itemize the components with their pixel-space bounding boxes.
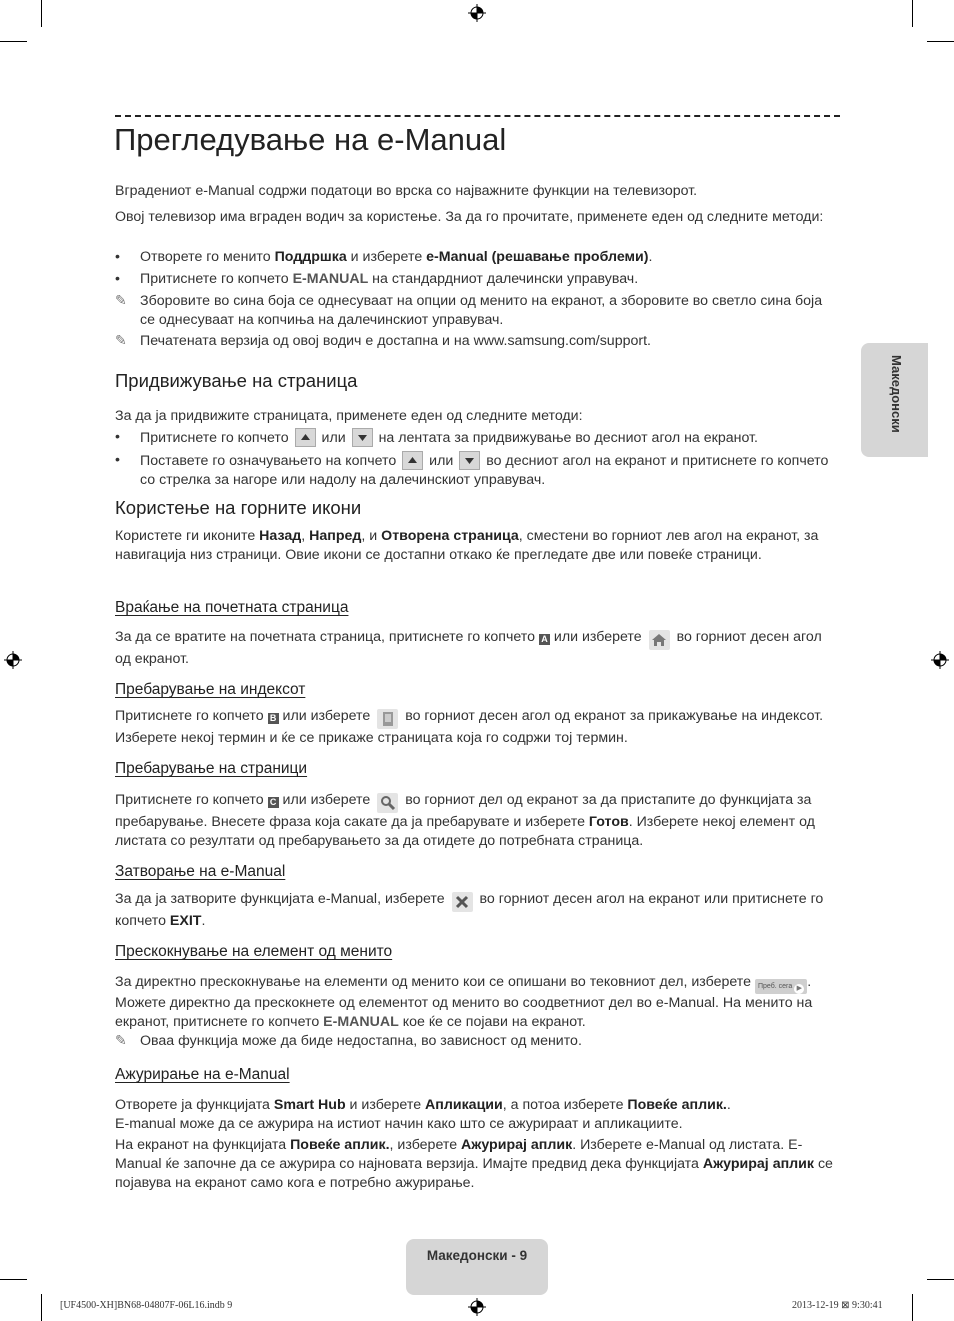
close-icon bbox=[452, 892, 473, 912]
page-number-tab: Македонски - 9 bbox=[406, 1239, 548, 1295]
crop-mark bbox=[41, 0, 42, 27]
registration-mark-icon bbox=[468, 4, 486, 22]
b-key-icon: B bbox=[268, 713, 279, 724]
intro-paragraph: Вградениот e-Manual содржи податоци во врска со најважните функции на телевизорот. bbox=[115, 183, 698, 199]
subsection-heading: Ажурирање на e-Manual bbox=[115, 1066, 290, 1083]
language-side-tab: Македонски bbox=[861, 343, 928, 457]
registration-mark-icon bbox=[931, 651, 949, 669]
crop-mark bbox=[927, 41, 954, 42]
section-paragraph: Користете ги иконите Назад, Напред, и Отворена страница, сместени во горниот лев агол на екранот, за навигација низ страници. Овие икони се достапни откако ќе прегледате две или повеќе страници. bbox=[115, 528, 819, 563]
bullet: • bbox=[115, 271, 120, 287]
crop-mark bbox=[0, 1279, 27, 1280]
section-heading: Придвижување на страница bbox=[115, 370, 358, 391]
subsection-heading: Пребарување на индексот bbox=[115, 681, 306, 698]
registration-mark-icon bbox=[4, 651, 22, 669]
bullet: • bbox=[115, 249, 120, 265]
subsection-heading: Пребарување на страници bbox=[115, 760, 308, 777]
c-key-icon: C bbox=[268, 797, 279, 808]
note-icon: ✎ bbox=[115, 333, 127, 349]
crop-mark bbox=[0, 41, 27, 42]
crop-mark bbox=[912, 0, 913, 27]
page-title: Прегледување на e-Manual bbox=[114, 122, 507, 157]
note-item: ✎ Оваа функција може да биде недостапна, во зависност од менито. bbox=[115, 1033, 582, 1049]
note-icon: ✎ bbox=[115, 293, 127, 309]
list-item: • Отворете го менито Поддршка и изберете e-Manual (решавање проблеми). bbox=[115, 249, 653, 265]
subsection-paragraph: Отворете ја функцијата Smart Hub и изберете Апликации, а потоа изберете Повеќе аплик.. E-manual може да се ажурира на истиот начин како што се ажурираат и апликациите. bbox=[115, 1097, 731, 1132]
file-info: [UF4500-XH]BN68-04807F-06L16.indb 9 bbox=[60, 1300, 233, 1311]
crop-mark bbox=[912, 1294, 913, 1321]
subsection-paragraph: Притиснете го копчето C или изберете во горниот дел од екранот за да пристапите до функцијата за пребарување. Внесете фраза која сакате да ја пребарувате и изберете Готов. Изберете некој елемент од листата со резултати од пребарувањето за да отидете до потребната страница. bbox=[115, 792, 815, 849]
section-intro: За да ја придвижите страницата, применете еден од следните методи: bbox=[115, 408, 583, 424]
registration-mark-icon bbox=[468, 1298, 486, 1316]
search-icon bbox=[377, 793, 398, 813]
home-icon bbox=[649, 630, 670, 650]
list-item: • Поставете го означувањето на копчето или во десниот агол на екранот и притиснете го копчето со стрелка за нагоре или надолу на далечинскиот управувач. bbox=[115, 452, 829, 488]
down-arrow-icon bbox=[352, 428, 373, 447]
note-icon: ✎ bbox=[115, 1033, 127, 1049]
play-icon: ▶ bbox=[794, 984, 804, 994]
index-icon bbox=[377, 709, 398, 729]
subsection-paragraph: За директно прескокнување на елементи од менито кои се опишани во тековниот дел, изберете Преб. сега ▶ . Можете директно да прескокнете од елементот од менито во соодветниот дел во e-Manual. На менито на екранот, притиснете го копчето E-MANUAL кое ќе се појави на екранот. bbox=[115, 974, 813, 1030]
note-item: ✎ Зборовите во сина боја се однесуваат на опции од менито на екранот, а зборовите во светло сина боја се однесуваат на копчиња на далечинскиот управувач. bbox=[115, 293, 823, 328]
title-rule bbox=[115, 115, 840, 117]
subsection-heading: Затворање на e-Manual bbox=[115, 863, 286, 880]
intro-paragraph: Овој телевизор има вграден водич за користење. За да го прочитате, применете еден од следните методи: bbox=[115, 209, 824, 225]
note-item: ✎ Печатената верзија од овој водич е достапна и на www.samsung.com/support. bbox=[115, 333, 651, 349]
subsection-heading: Прескокнување на елемент од менито bbox=[115, 943, 393, 960]
section-heading: Користење на горните икони bbox=[115, 497, 362, 518]
crop-mark bbox=[927, 1279, 954, 1280]
down-arrow-icon bbox=[459, 451, 480, 470]
up-arrow-icon bbox=[402, 451, 423, 470]
bullet-list bbox=[115, 428, 840, 490]
print-date: 2013-12-19 ⊠ 9:30:41 bbox=[792, 1300, 883, 1311]
skip-now-button: Преб. сега ▶ bbox=[755, 979, 807, 994]
subsection-paragraph: За да се вратите на почетната страница, притиснете го копчето A или изберете во горниот десен агол од екранот. bbox=[115, 629, 822, 667]
subsection-paragraph: За да ја затворите функцијата e-Manual, изберете во горниот десен агол на екранот или притиснете го копчето EXIT. bbox=[115, 891, 824, 929]
subsection-paragraph: На екранот на функцијата Повеќе аплик., изберете Ажурирај аплик. Изберете e-Manual од листата. E-Manual ќе започне да се ажурира со најновата верзија. Имајте предвид дека функцијата Ажурирај аплик се појавува на екранот само кога е потребно ажурирање. bbox=[115, 1137, 833, 1191]
list-item: • Притиснете го копчето или на лентата за придвижување во десниот агол на екранот. bbox=[115, 429, 758, 446]
crop-mark bbox=[41, 1294, 42, 1321]
bullet-list bbox=[115, 248, 840, 351]
a-key-icon: A bbox=[539, 634, 550, 645]
subsection-paragraph: Притиснете го копчето B или изберете во горниот десен агол од екранот за прикажување на индексот. Изберете некој термин и ќе се прикаже страницата која го содржи тој термин. bbox=[115, 708, 824, 746]
list-item: • Притиснете го копчето E-MANUAL на стандардниот далечински управувач. bbox=[115, 271, 639, 287]
subsection-heading: Враќање на почетната страница bbox=[115, 599, 349, 616]
up-arrow-icon bbox=[295, 428, 316, 447]
